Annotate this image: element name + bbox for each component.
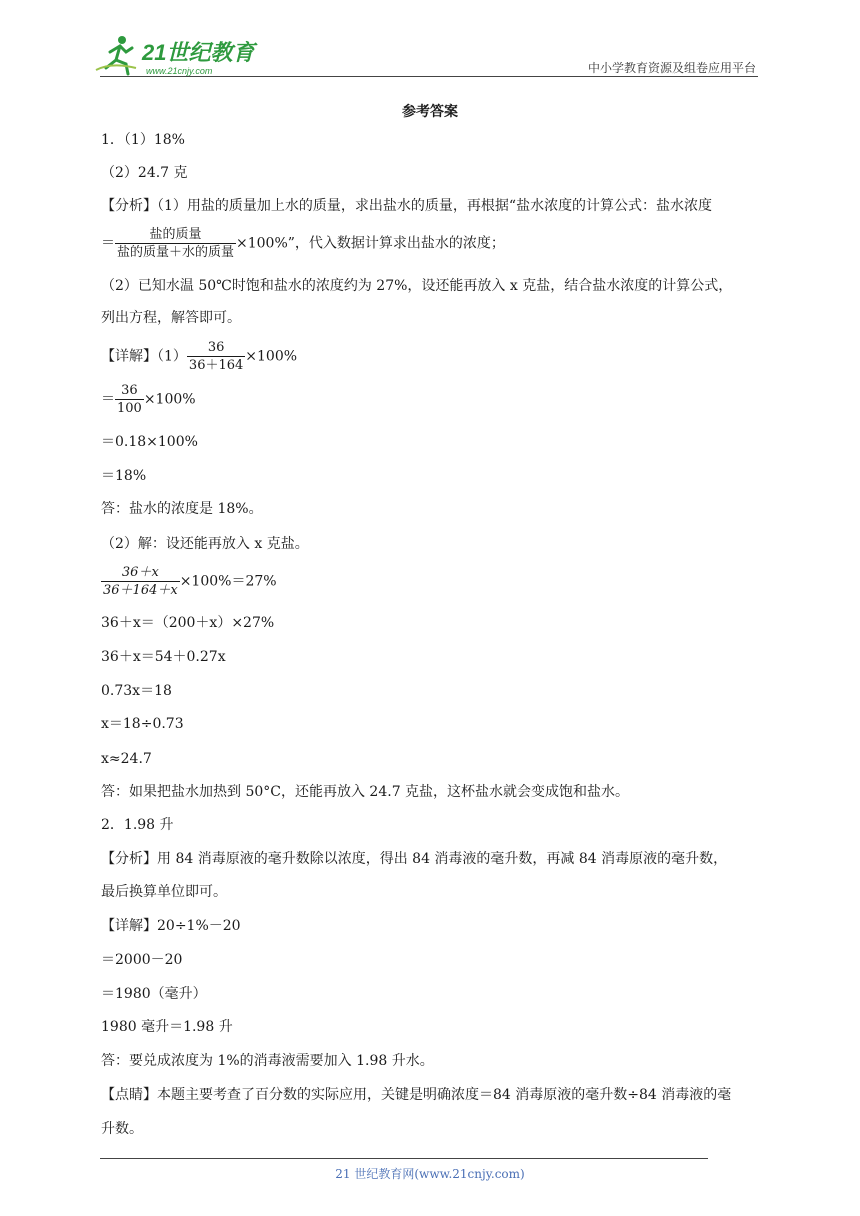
q2-analysis-line-1: 【分析】用 84 消毒原液的毫升数除以浓度，得出 84 消毒液的毫升数，再减 84 消毒原液的毫升数， <box>101 851 728 867</box>
q1-step-2: ＝0.18×100% <box>101 434 198 450</box>
q1-equation-4: 0.73x＝18 <box>101 683 172 699</box>
q2-step-2: ＝1980（毫升） <box>101 986 207 1002</box>
concentration-fraction <box>115 226 236 261</box>
runner-icon <box>96 36 136 74</box>
platform-label: 中小学教育资源及组卷应用平台 <box>587 61 756 75</box>
q1-analysis-line-2: （2）已知水温 50℃时饱和盐水的浓度约为 27%，设还能再放入 x 克盐，结合盐水浓度的计算公式， <box>101 278 733 294</box>
footer-link[interactable]: 21 世纪教育网(www.21cnjy.com) <box>335 1167 525 1181</box>
equation-fraction <box>101 564 180 599</box>
header-divider <box>100 76 758 77</box>
q1-analysis-line-3: 列出方程，解答即可。 <box>101 310 241 326</box>
logo-text: 21世纪教育 <box>142 40 255 65</box>
q1-equation-5: x＝18÷0.73 <box>101 716 184 732</box>
formula-tail: ×100% <box>143 391 196 408</box>
q2-comment-line-1: 【点睛】本题主要考查了百分数的实际应用，关键是明确浓度＝84 消毒原液的毫升数÷84 消毒液的毫 <box>101 1087 732 1103</box>
fraction-denominator: 盐的质量＋水的质量 <box>117 245 235 260</box>
footer-divider <box>100 1158 708 1159</box>
step-fraction <box>115 382 144 417</box>
fraction-denominator: 100 <box>117 401 142 416</box>
q2-detail: 【详解】20÷1%－20 <box>101 918 241 934</box>
q1-step-3: ＝18% <box>101 468 147 484</box>
fraction-numerator: 36 <box>207 340 225 355</box>
q1-answer-sentence-2: 答：如果把盐水加热到 50°C，还能再放入 24.7 克盐，这杯盐水就会变成饱和盐水。 <box>101 784 630 800</box>
q1-answer-1: 1．（1）18% <box>101 132 185 148</box>
q2-comment-line-2: 升数。 <box>101 1121 143 1137</box>
page-title: 参考答案 <box>402 104 458 120</box>
fraction-denominator: 36＋164 <box>188 358 244 373</box>
q1-equation-2: 36＋x＝（200＋x）×27% <box>101 615 275 631</box>
fraction-numerator: 36 <box>121 383 138 398</box>
fraction-numerator: 盐的质量 <box>149 227 202 242</box>
detail-label: 【详解】（1） <box>101 348 187 365</box>
q1-analysis-line-1: 【分析】（1）用盐的质量加上水的质量，求出盐水的质量，再根据“盐水浓度的计算公式：盐水浓度 <box>101 198 713 214</box>
detail-fraction <box>187 339 245 374</box>
equals-sign: ＝ <box>101 391 115 408</box>
fraction-numerator: 36＋x <box>121 565 159 580</box>
q1-equation-3: 36＋x＝54＋0.27x <box>101 649 226 665</box>
q1-analysis-formula <box>101 226 505 261</box>
q2-answer: 2．1.98 升 <box>101 817 174 833</box>
q2-step-1: ＝2000－20 <box>101 952 183 968</box>
q1-equation-6: x≈24.7 <box>101 751 152 767</box>
formula-tail: ×100%”，代入数据计算求出盐水的浓度； <box>236 235 505 252</box>
q1-step-1 <box>101 382 196 417</box>
q2-step-3: 1980 毫升＝1.98 升 <box>101 1019 233 1035</box>
q2-answer-sentence: 答：要兑成浓度为 1%的消毒液需要加入 1.98 升水。 <box>101 1053 434 1069</box>
q2-analysis-line-2: 最后换算单位即可。 <box>101 884 227 900</box>
formula-tail: ×100%＝27% <box>179 573 277 590</box>
equals-sign: ＝ <box>101 235 115 252</box>
q1-answer-2: （2）24.7 克 <box>101 165 188 181</box>
q1-part2-intro: （2）解：设还能再放入 x 克盐。 <box>101 536 309 552</box>
q1-answer-sentence-1: 答：盐水的浓度是 18%。 <box>101 501 263 517</box>
q1-detail-formula <box>101 339 297 374</box>
q1-equation-1 <box>101 564 277 599</box>
logo-url: www.21cnjy.com <box>146 66 213 76</box>
formula-tail: ×100% <box>245 348 298 365</box>
fraction-denominator: 36＋164＋x <box>103 583 178 598</box>
site-logo <box>92 30 262 78</box>
